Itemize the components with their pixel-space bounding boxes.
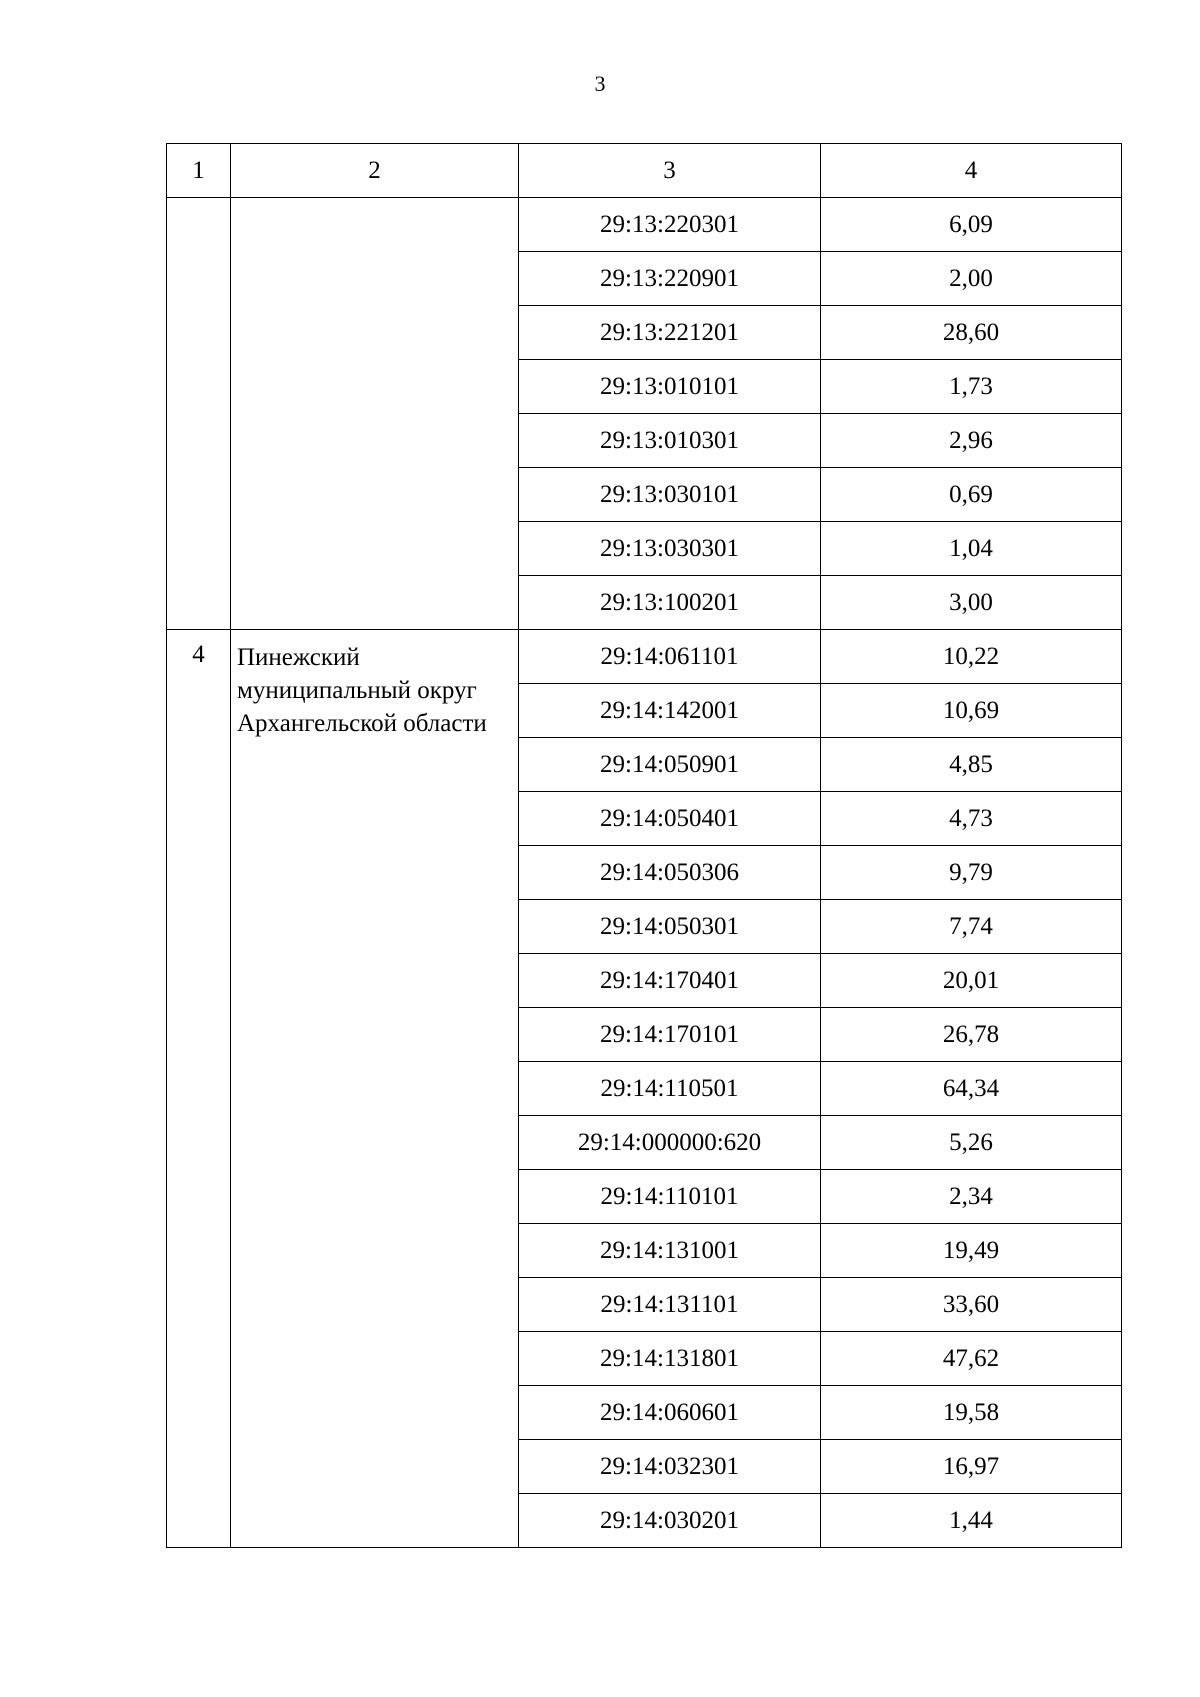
area-value-cell: 7,74 (821, 900, 1122, 954)
cadastral-code-cell: 29:14:000000:620 (519, 1116, 821, 1170)
cadastral-code-cell: 29:13:010301 (519, 414, 821, 468)
page-number: 3 (594, 71, 606, 96)
cadastral-code-cell: 29:14:050306 (519, 846, 821, 900)
cadastral-code-cell: 29:14:142001 (519, 684, 821, 738)
cadastral-code-cell: 29:14:061101 (519, 630, 821, 684)
cadastral-code-cell: 29:14:110501 (519, 1062, 821, 1116)
cadastral-code-cell: 29:13:220301 (519, 198, 821, 252)
cadastral-code-cell: 29:14:110101 (519, 1170, 821, 1224)
group-name-cell: Пинежский муниципальный округ Архангельской области (231, 630, 519, 1548)
area-value-cell: 20,01 (821, 954, 1122, 1008)
cadastral-code-cell: 29:14:032301 (519, 1440, 821, 1494)
area-value-cell: 33,60 (821, 1278, 1122, 1332)
area-value-cell: 4,85 (821, 738, 1122, 792)
area-value-cell: 19,49 (821, 1224, 1122, 1278)
group-name-cell (231, 198, 519, 630)
cadastral-code-cell: 29:13:221201 (519, 306, 821, 360)
cadastral-code-cell: 29:13:030101 (519, 468, 821, 522)
area-value-cell: 19,58 (821, 1386, 1122, 1440)
area-value-cell: 16,97 (821, 1440, 1122, 1494)
area-value-cell: 2,34 (821, 1170, 1122, 1224)
cadastral-code-cell: 29:14:131001 (519, 1224, 821, 1278)
group-number-cell: 4 (167, 630, 231, 1548)
cadastral-code-cell: 29:13:100201 (519, 576, 821, 630)
cadastral-code-cell: 29:13:030301 (519, 522, 821, 576)
cadastral-code-cell: 29:14:050301 (519, 900, 821, 954)
area-value-cell: 2,00 (821, 252, 1122, 306)
cadastral-code-cell: 29:14:060601 (519, 1386, 821, 1440)
area-value-cell: 1,73 (821, 360, 1122, 414)
table-row (167, 630, 1122, 684)
area-value-cell: 26,78 (821, 1008, 1122, 1062)
cadastral-code-cell: 29:14:170101 (519, 1008, 821, 1062)
table-row (167, 198, 1122, 252)
area-value-cell: 2,96 (821, 414, 1122, 468)
area-value-cell: 28,60 (821, 306, 1122, 360)
area-value-cell: 5,26 (821, 1116, 1122, 1170)
cadastral-code-cell: 29:14:131801 (519, 1332, 821, 1386)
header-cell-2: 2 (231, 144, 519, 198)
area-value-cell: 0,69 (821, 468, 1122, 522)
area-value-cell: 9,79 (821, 846, 1122, 900)
cadastral-code-cell: 29:13:010101 (519, 360, 821, 414)
cadastral-code-cell: 29:14:030201 (519, 1494, 821, 1548)
area-value-cell: 10,22 (821, 630, 1122, 684)
group-number-cell (167, 198, 231, 630)
header-cell-3: 3 (519, 144, 821, 198)
area-value-cell: 1,44 (821, 1494, 1122, 1548)
cadastral-code-cell: 29:13:220901 (519, 252, 821, 306)
cadastral-code-cell: 29:14:170401 (519, 954, 821, 1008)
header-row (167, 144, 1122, 198)
cadastral-code-cell: 29:14:050901 (519, 738, 821, 792)
area-value-cell: 4,73 (821, 792, 1122, 846)
area-value-cell: 10,69 (821, 684, 1122, 738)
header-cell-4: 4 (821, 144, 1122, 198)
area-value-cell: 6,09 (821, 198, 1122, 252)
cadastral-code-cell: 29:14:050401 (519, 792, 821, 846)
table-body (167, 144, 1122, 1548)
header-cell-1: 1 (167, 144, 231, 198)
area-value-cell: 1,04 (821, 522, 1122, 576)
cadastral-code-cell: 29:14:131101 (519, 1278, 821, 1332)
area-value-cell: 47,62 (821, 1332, 1122, 1386)
land-table (166, 143, 1122, 1548)
area-value-cell: 64,34 (821, 1062, 1122, 1116)
area-value-cell: 3,00 (821, 576, 1122, 630)
